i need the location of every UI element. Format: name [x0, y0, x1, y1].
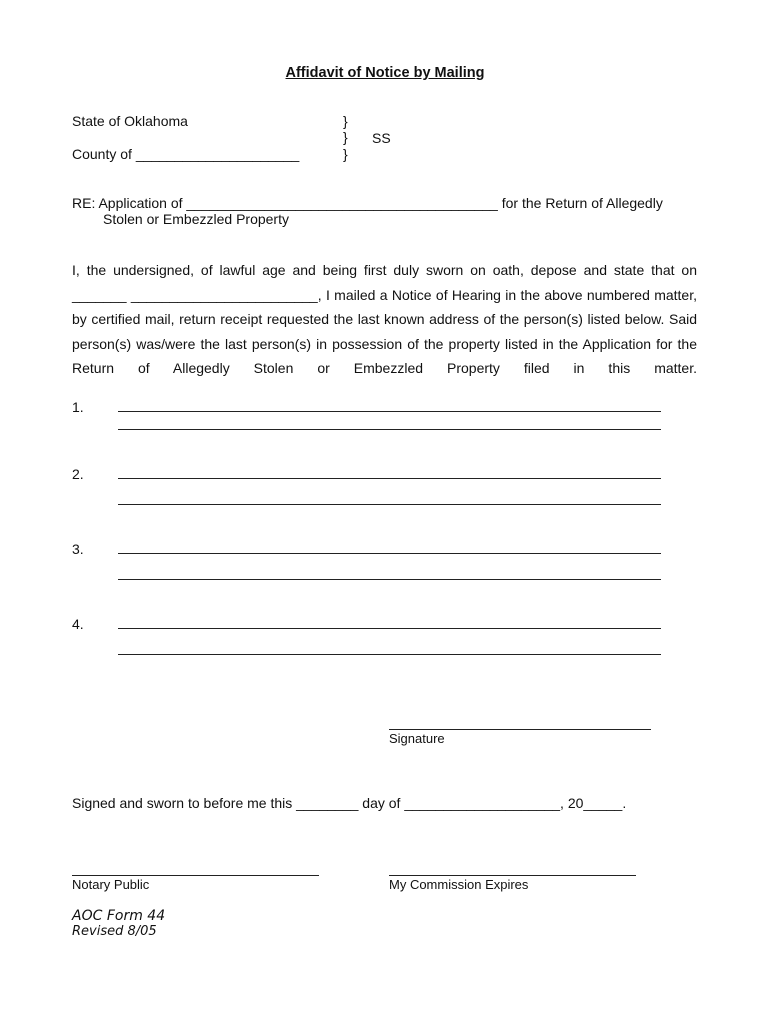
re-application-line[interactable]: RE: Application of ________________________________________ for the Return of Allegedly	[72, 195, 663, 211]
person-number: 1.	[72, 399, 84, 415]
person-number: 2.	[72, 466, 84, 482]
person-3-line-2[interactable]	[118, 579, 661, 580]
form-id: AOC Form 44	[72, 908, 166, 924]
notary-signature-line[interactable]	[72, 875, 319, 876]
person-number: 4.	[72, 616, 84, 632]
person-4-line-2[interactable]	[118, 654, 661, 655]
state-label: State of Oklahoma	[72, 113, 188, 129]
document-title: Affidavit of Notice by Mailing	[285, 65, 485, 81]
affidavit-statement: I, the undersigned, of lawful age and being first duly sworn on oath, depose and state that on _______ ________________________, I mailed a Notice of Hearing in the above numbered matter, by certified mail, return receipt requested the last known address of the person(s) listed below. Said person(s) was/were the last person(s) in possession of the property listed in the Application for the Return of Allegedly Stolen or Embezzled Property filed in this matter.	[72, 262, 697, 377]
person-2-line-2[interactable]	[118, 504, 661, 505]
person-1-line-1[interactable]	[118, 411, 661, 412]
sworn-statement[interactable]: Signed and sworn to before me this ________ day of ____________________, 20_____.	[72, 795, 627, 811]
signature-line[interactable]	[389, 729, 651, 730]
signature-label: Signature	[389, 731, 445, 746]
commission-expires-line[interactable]	[389, 875, 636, 876]
person-1-line-2[interactable]	[118, 429, 661, 430]
person-4-line-1[interactable]	[118, 628, 661, 629]
venue-brace: }	[343, 113, 348, 129]
re-property-line: Stolen or Embezzled Property	[103, 211, 289, 227]
person-3-line-1[interactable]	[118, 553, 661, 554]
venue-brace: }	[343, 129, 348, 145]
county-field[interactable]: County of _____________________	[72, 146, 300, 162]
notary-label: Notary Public	[72, 877, 150, 892]
ss-label: SS	[372, 130, 391, 146]
commission-label: My Commission Expires	[389, 877, 529, 892]
venue-brace: }	[343, 146, 348, 162]
person-number: 3.	[72, 541, 84, 557]
revision-date: Revised 8/05	[72, 924, 157, 939]
person-2-line-1[interactable]	[118, 478, 661, 479]
